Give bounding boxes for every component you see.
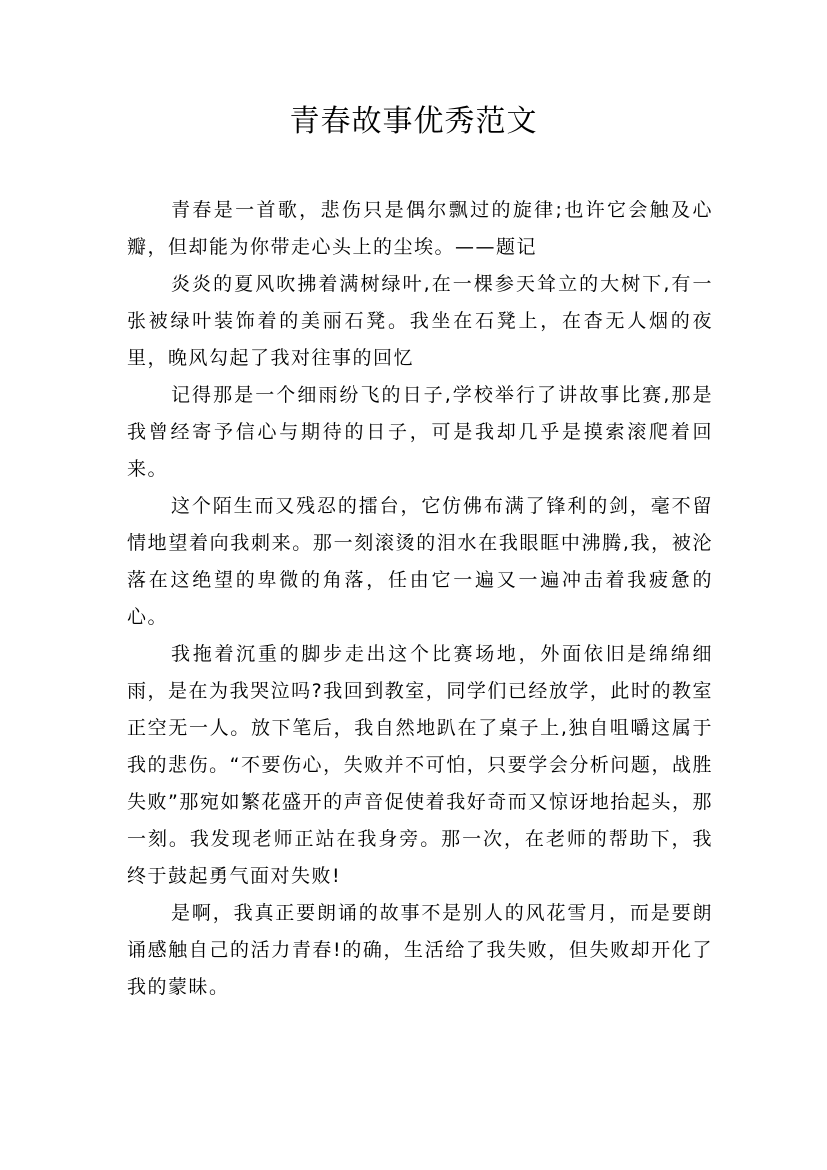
paragraph-summer-wind: 炎炎的夏风吹拂着满树绿叶,在一棵参天耸立的大树下,有一张被绿叶装饰着的美丽石凳。我坐在石凳上，在杳无人烟的夜里，晚风勾起了我对往事的回忆 (127, 273, 713, 369)
document-title: 青春故事优秀范文 (289, 104, 538, 139)
document-body (127, 192, 713, 1006)
paragraph-epigraph: 青春是一首歌，悲伤只是偶尔飘过的旋律;也许它会触及心瓣，但却能为你带走心头上的尘埃。——题记 (127, 199, 713, 258)
paragraph-conclusion: 是啊，我真正要朗诵的故事不是别人的风花雪月，而是要朗诵感触自己的活力青春!的确，生活给了我失败，但失败却开化了我的蒙昧。 (127, 902, 713, 998)
paragraph-classroom: 我拖着沉重的脚步走出这个比赛场地，外面依旧是绵绵细雨，是在为我哭泣吗?我回到教室，同学们已经放学，此时的教室正空无一人。放下笔后，我自然地趴在了桌子上,独自咀嚼这属于我的悲伤。“不要伤心，失败并不可怕，只要学会分析问题，战胜失败”那宛如繁花盛开的声音促使着我好奇而又惊讶地抬起头，那一刻。我发现老师正站在我身旁。那一次，在老师的帮助下，我终于鼓起勇气面对失败! (127, 643, 713, 887)
paragraph-arena: 这个陌生而又残忍的擂台，它仿佛布满了锋利的剑，毫不留情地望着向我刺来。那一刻滚烫的泪水在我眼眶中沸腾,我，被沦落在这绝望的卑微的角落，任由它一遍又一遍冲击着我疲惫的心。 (127, 495, 713, 628)
paragraph-story-contest: 记得那是一个细雨纷飞的日子,学校举行了讲故事比赛,那是我曾经寄予信心与期待的日子，可是我却几乎是摸索滚爬着回来。 (127, 384, 713, 480)
